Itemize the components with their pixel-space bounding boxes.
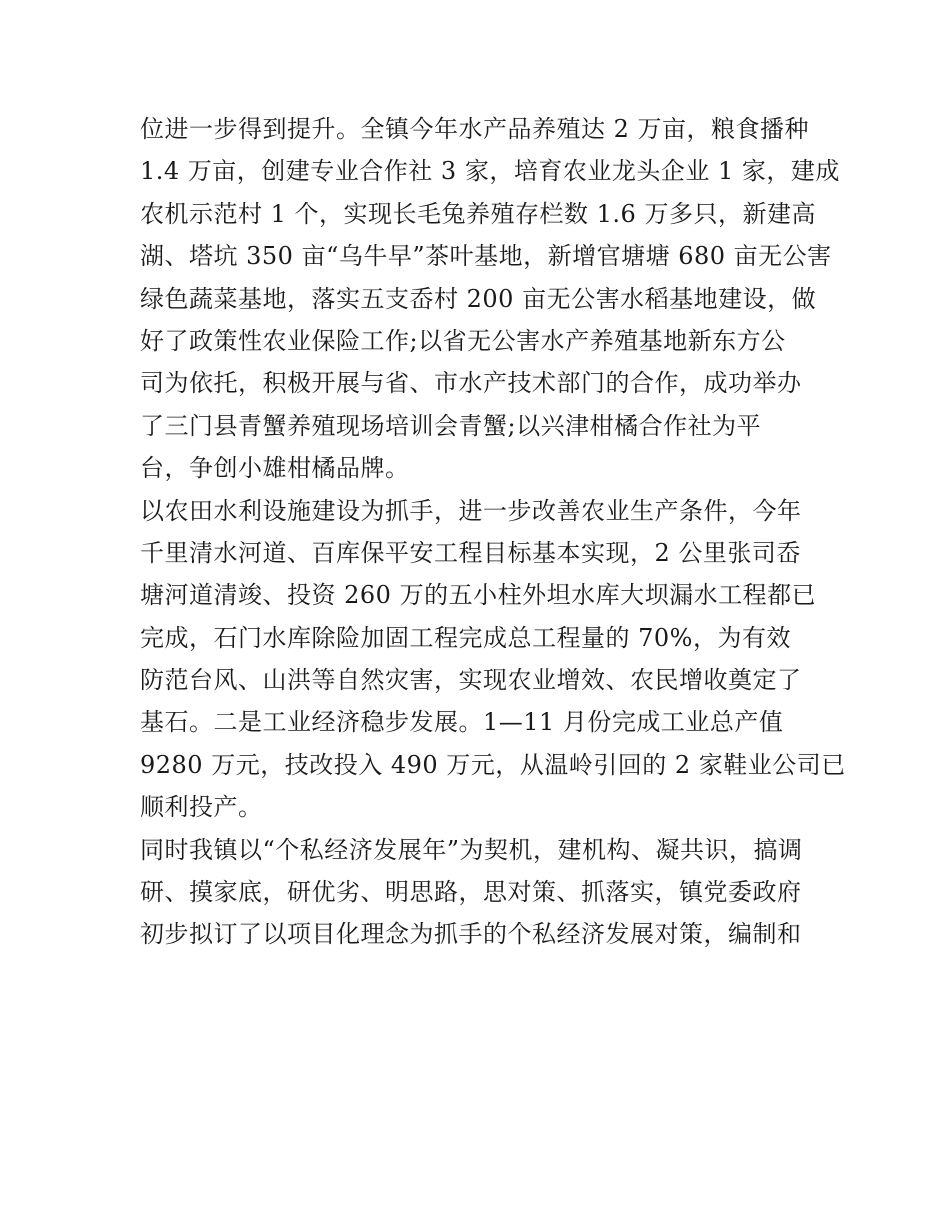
text-line: 顺利投产。	[140, 793, 263, 822]
text-line: 研、摸家底，研优劣、明思路，思对策、抓落实，镇党委政府	[140, 878, 802, 907]
text-line: 司为依托，积极开展与省、市水产技术部门的合作，成功举办	[140, 369, 802, 398]
text-line: 绿色蔬菜基地，落实五支岙村 200 亩无公害水稻基地建设，做	[140, 284, 817, 313]
text-line: 9280 万元，技改投入 490 万元，从温岭引回的 2 家鞋业公司已	[140, 750, 846, 779]
text-line: 防范台风、山洪等自然灾害，实现农业增效、农民增收奠定了	[140, 666, 802, 695]
text-line: 以农田水利设施建设为抓手，进一步改善农业生产条件，今年	[140, 496, 802, 525]
text-line: 湖、塔坑 350 亩“乌牛早”茶叶基地，新增官塘塘 680 亩无公害	[140, 242, 832, 271]
text-line: 好了政策性农业保险工作;以省无公害水产养殖基地新东方公	[140, 326, 786, 355]
text-line: 塘河道清竣、投资 260 万的五小柱外坦水库大坝漏水工程都已	[140, 581, 817, 610]
text-line: 1.4 万亩，创建专业合作社 3 家，培育农业龙头企业 1 家，建成	[140, 157, 840, 186]
body-text	[140, 108, 846, 956]
text-line: 完成，石门水库除险加固工程完成总工程量的 70%，为有效	[140, 623, 791, 652]
text-line: 基石。二是工业经济稳步发展。1—11 月份完成工业总产值	[140, 708, 784, 737]
text-line: 台，争创小雄柑橘品牌。	[140, 454, 410, 483]
text-line: 农机示范村 1 个，实现长毛兔养殖存栏数 1.6 万多只，新建高	[140, 199, 816, 228]
text-line: 千里清水河道、百库保平安工程目标基本实现，2 公里张司岙	[140, 538, 801, 567]
text-line: 初步拟订了以项目化理念为抓手的个私经济发展对策，编制和	[140, 920, 802, 949]
text-line: 了三门县青蟹养殖现场培训会青蟹;以兴津柑橘合作社为平	[140, 411, 762, 440]
text-line: 同时我镇以“个私经济发展年”为契机，建机构、凝共识，搞调	[140, 835, 803, 864]
text-line: 位进一步得到提升。全镇今年水产品养殖达 2 万亩，粮食播种	[140, 115, 810, 143]
